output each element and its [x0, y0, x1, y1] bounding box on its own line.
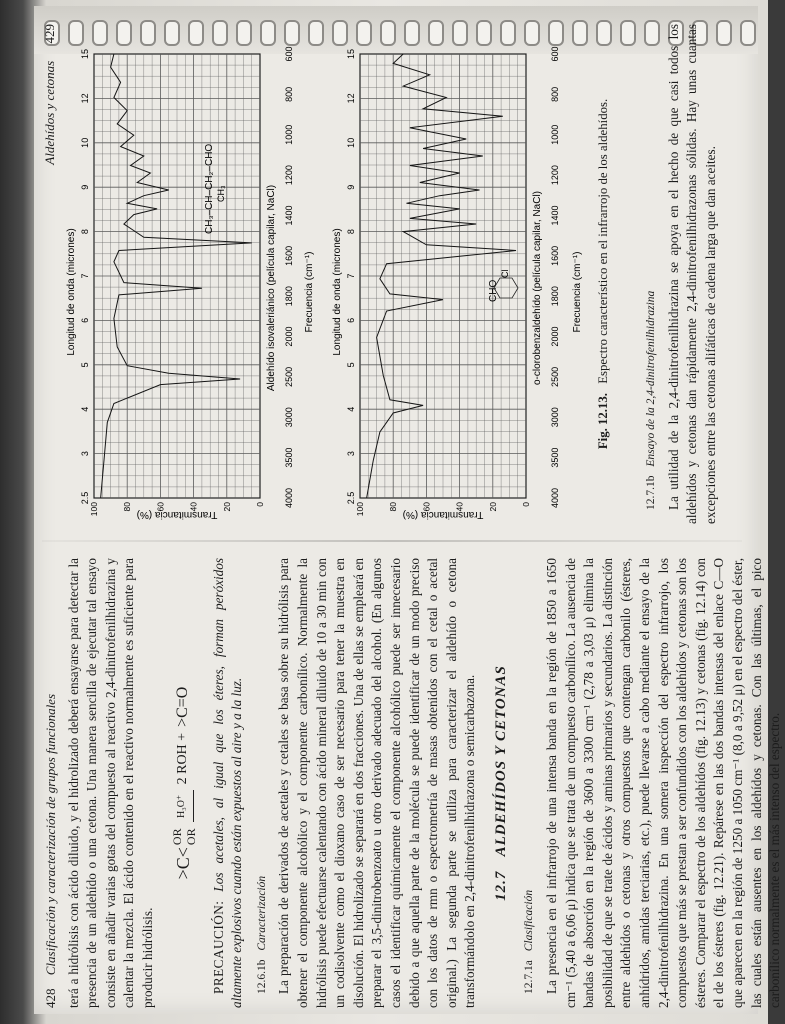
figure-caption-text: Espectro característico en el infrarrojo de los aldehídos.: [596, 98, 610, 384]
wavelength-tick-label: 10: [346, 137, 356, 148]
subheading-caracterizacion: [253, 558, 272, 994]
transmittance-tick-label: 20: [221, 502, 232, 512]
frequency-tick-label: 1000: [550, 124, 560, 145]
wavelength-tick-label: 15: [80, 48, 90, 60]
frequency-tick-label: 1400: [550, 205, 560, 226]
equation-products: 2 ROH +: [175, 732, 191, 785]
frequency-tick-label: 800: [550, 86, 560, 102]
wavelength-tick-label: 3: [346, 451, 356, 457]
subheading-number: 12.6.1b: [255, 959, 268, 994]
subheading-title-2: Clasificación: [523, 889, 536, 952]
ir-spectrum-o-chlorobenzaldehyde: [328, 24, 590, 524]
running-head-right: [42, 24, 58, 524]
spectrum-grid: [94, 54, 260, 498]
frequency-tick-label: 1600: [550, 245, 560, 266]
frequency-ticks: [284, 46, 294, 508]
frequency-tick-label: 600: [284, 46, 294, 62]
frequency-tick-label: 600: [550, 46, 560, 62]
frequency-tick-label: 2000: [284, 326, 294, 347]
figure-caption: [596, 24, 611, 524]
running-head-right-title: Aldehídos y cetonas: [42, 60, 57, 165]
subheading-number-2: 12.7.1a: [523, 960, 536, 994]
frequency-tick-label: 2500: [284, 366, 294, 387]
reaction-arrow-line: [193, 790, 194, 822]
subheading-dnp: [642, 24, 661, 510]
frequency-tick-label: 1400: [284, 205, 294, 226]
spectrum-chart-top: [62, 24, 322, 524]
acetal-hydrolysis-equation: [162, 558, 206, 1008]
structure-formula: CHO: [488, 279, 499, 302]
transmittance-tick-label: 0: [521, 502, 531, 507]
frequency-tick-label: 1600: [284, 245, 294, 266]
equation-carbonyl: >C=O: [174, 686, 192, 727]
warning-note: [210, 558, 247, 1008]
transmittance-tick-label: 20: [487, 502, 498, 512]
transmittance-axis-title: Transmitancia (%): [402, 509, 484, 520]
wavelength-tick-label: 9: [346, 184, 356, 190]
equation-acetal-carbon: >C< OR OR: [169, 828, 198, 880]
wavelength-tick-label: 2.5: [346, 491, 356, 505]
transmittance-tick-label: 60: [155, 502, 166, 512]
transmittance-tick-label: 100: [89, 502, 99, 517]
wavelength-axis-title: Longitud de onda (micrones): [66, 228, 77, 356]
wavelength-ticks: [346, 49, 356, 504]
compound-label: o-clorobenzaldehído (película capilar, NaCl): [532, 191, 543, 385]
section-heading: [492, 558, 511, 1008]
rotated-page-content: [42, 8, 783, 1012]
equation-arrow: [173, 790, 194, 822]
frequency-axis-title: Frecuencia (cm⁻¹): [304, 251, 315, 333]
structure-substituent: Cl: [500, 269, 510, 278]
wavelength-tick-label: 5: [346, 362, 356, 368]
wavelength-tick-label: 3: [80, 451, 90, 457]
structure-formula: CH₃–CH–CH₂–CHO: [204, 143, 215, 234]
frequency-tick-label: 3000: [284, 407, 294, 428]
frequency-tick-label: 800: [284, 86, 294, 102]
frequency-tick-label: 2000: [550, 326, 560, 347]
wavelength-axis-title: Longitud de onda (micrones): [332, 228, 343, 356]
equation-or-top: OR: [169, 828, 184, 846]
transmittance-tick-label: 60: [421, 502, 432, 512]
wavelength-ticks: [80, 49, 90, 504]
wavelength-tick-label: 8: [80, 229, 90, 235]
wavelength-tick-label: 5: [80, 362, 90, 368]
wavelength-tick-label: 4: [80, 406, 90, 412]
subheading-title: Caracterización: [255, 875, 268, 951]
figure-number: Fig. 12.13.: [596, 393, 610, 450]
transmittance-tick-label: 100: [355, 502, 365, 517]
dnp-test-section: [636, 24, 720, 524]
wavelength-tick-label: 6: [346, 317, 356, 323]
paragraph-classification: La presencia en el infrarrojo de una intensa banda en la región de 1850 a 1650 cm⁻¹ (5,40 a 6,06 μ) indica que se trata de un compuesto carbonílico. La ausencia de bandas de absorción en la región de 3600 a 3300 cm⁻¹ (2,78 a 3,03 μ) elimina la posibilidad de que se trate de ácidos y aminas primarios y secundarios. La distinción entre aldehídos o cetonas y otros compuestos que contengan carbonilo (ésteres, anhídridos, amidas terciarias, etc.), puede llevarse a cabo mediante el ensayo de la 2,4-dinitrofenilhidrazina. En una somera inspección del espectro infrarrojo, los compuestos que más se prestan a ser confundidos con los aldehídos y cetonas son los ésteres. Comparar el espectro de los aldehídos (fig. 12.13) y cetonas (fig. 12.14) con el de los ésteres (fig. 12.21). Repárese en las dos bandas intensas del enlace C—O que aparecen en la región de 1250 a 1050 cm⁻¹ (8,0 a 9,52 μ) en el espectro del éster, las cuales están ausentes en los aldehídos y cetonas. Con las últimas, el pico carbonílico normalmente es el más intenso del espectro.: [544, 558, 783, 1008]
left-page-column: [42, 558, 783, 1008]
wavelength-tick-label: 12: [346, 93, 356, 104]
paragraph-dnp: La utilidad de la 2,4-dinitrofenilhidrazina se apoya en el hecho de que casi todos los aldehídos y cetonas dan rápidamente 2,4-dinitrofenilhidrazonas sólidas. Hay unas cuantas excepciones entre las cetonas alifáticas de cadena larga que dan aceites.: [665, 24, 718, 524]
transmittance-axis-title: Transmitancia (%): [136, 509, 218, 520]
binding-ring: [740, 20, 756, 46]
subheading-clasificacion: [520, 558, 539, 994]
frequency-axis-title: Frecuencia (cm⁻¹): [572, 251, 583, 333]
spectrum-chart-bottom: [328, 24, 590, 524]
warning-label: PRECAUCIÓN:: [210, 900, 226, 994]
frequency-tick-label: 1200: [550, 165, 560, 186]
paragraph-characterization: La preparación de derivados de acetales y cetales se basa sobre su hidrólisis para obtener el componente alcohólico y el componente carbonílico. Normalmente la hidrólisis puede efectuarse calentando con ácido mineral diluido de 10 a 30 min con un codisolvente como el dioxano caso de ser necesario para tener la muestra en disolución. El hidrolizado se separará en dos fracciones. Una de ellas se empleará en preparar el 3,5-dinitrobenzoato u otro derivado adecuado del alcohol. (En algunos casos el identificar químicamente el componente alcohólico puede ser innecesario debido a que aquella parte de la molécula se puede identificar de un modo preciso con los datos de rmn o espectrometría de masas obtenidos con el cetal o acetal original.) La segunda parte se utiliza para caracterizar el aldehído o cetona transformándolo en 2,4-dinitrofenilhidrazona o semicarbazona.: [276, 558, 478, 1008]
structure-substituent: CH₃: [216, 185, 226, 202]
right-page-column: [42, 24, 742, 524]
frequency-tick-label: 1800: [284, 286, 294, 307]
frequency-tick-label: 2500: [550, 366, 560, 387]
wavelength-tick-label: 4: [346, 406, 356, 412]
compound-label: Aldehído isovaleriánico (película capilar, NaCl): [266, 184, 277, 392]
transmittance-tick-label: 40: [188, 502, 199, 512]
frequency-tick-label: 4000: [550, 487, 560, 509]
warning-text: Los acetales, al igual que los éteres, forman peróxidos altamente explosivos cuando están expuestos al aire y a la luz.: [210, 558, 245, 1008]
transmittance-tick-label: 40: [454, 502, 465, 512]
equation-reagent: H₃O⁺: [176, 794, 188, 818]
wavelength-tick-label: 10: [80, 137, 90, 148]
transmittance-tick-label: 80: [122, 502, 133, 512]
equation-carbonyl-text: C=O: [174, 686, 192, 718]
transmittance-tick-label: 0: [255, 502, 265, 507]
frequency-tick-label: 3500: [284, 447, 294, 468]
subheading-number-3: 12.7.1b: [645, 475, 657, 510]
section-number: 12.7: [492, 870, 509, 901]
wavelength-tick-label: 6: [80, 317, 90, 323]
equation-or-bottom: OR: [183, 828, 198, 846]
transmittance-tick-label: 80: [388, 502, 399, 512]
wavelength-tick-label: 2.5: [80, 491, 90, 505]
subheading-title-3: Ensayo de la 2,4-dinitrofenilhidrazina: [645, 290, 657, 467]
wavelength-tick-label: 15: [346, 48, 356, 60]
frequency-tick-label: 1200: [284, 165, 294, 186]
section-title: ALDEHÍDOS Y CETONAS: [492, 665, 509, 857]
wavelength-tick-label: 7: [346, 273, 356, 279]
frequency-ticks: [550, 46, 560, 508]
running-head-left: [42, 558, 61, 1008]
wavelength-tick-label: 12: [80, 93, 90, 104]
wavelength-tick-label: 8: [346, 229, 356, 235]
frequency-tick-label: 1800: [550, 286, 560, 307]
wavelength-tick-label: 7: [80, 273, 90, 279]
paragraph-hydrolysis: terá a hidrólisis con ácido diluido, y el hidrolizado deberá ensayarse para detectar la presencia de un aldehído o una cetona. Una manera sencilla de ejecutar tal ensayo consiste en añadir varias gotas del compuesto al reactivo 2,4-dinitrofenilhidrazina y calentar la mezcla. El ácido contenido en el reactivo normalmente es suficiente para producir hidrólisis.: [65, 558, 155, 1008]
frequency-tick-label: 1000: [284, 124, 294, 145]
frequency-tick-label: 3500: [550, 447, 560, 468]
page-gutter: [42, 540, 742, 542]
page-number-right: 429: [42, 24, 57, 44]
ir-spectrum-isovaleraldehyde: [62, 24, 322, 524]
frequency-tick-label: 4000: [284, 487, 294, 509]
wavelength-tick-label: 9: [80, 184, 90, 190]
page-number-left: 428: [43, 988, 58, 1008]
frequency-tick-label: 3000: [550, 407, 560, 428]
running-head-left-title: Clasificación y caracterización de grupos funcionales: [43, 693, 58, 976]
